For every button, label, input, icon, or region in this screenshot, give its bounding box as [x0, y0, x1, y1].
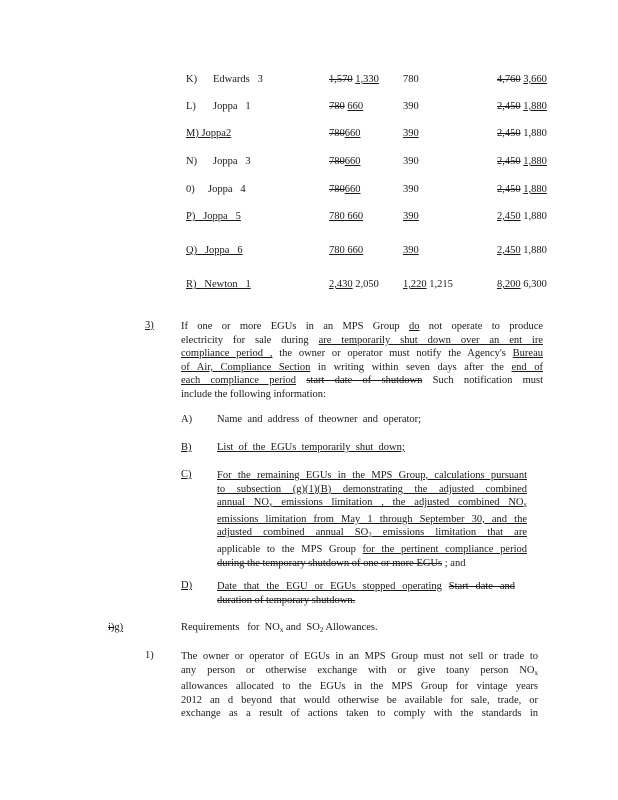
row-label: L): [186, 101, 196, 112]
value-annual: 780660: [329, 156, 361, 167]
value-seasonal: 390: [403, 156, 419, 167]
value-seasonal: 1,220 1,215: [403, 279, 453, 290]
value-seasonal: 390: [403, 211, 419, 222]
value-so2: 8,200 6,300: [497, 279, 547, 290]
value-seasonal: 390: [403, 184, 419, 195]
value-seasonal: 390: [403, 101, 419, 112]
value-annual: 2,430 2,050: [329, 279, 379, 290]
unit-name: Joppa 4: [208, 184, 246, 195]
value-annual: 780 660: [329, 211, 364, 222]
value-annual: 780660: [329, 128, 361, 139]
sub-item-text: List of the EGUs temporarily shut down;: [217, 442, 405, 453]
text-line: allowances allocated to the EGUs in the MPS Group for vintage years: [181, 681, 538, 693]
text-line: Date that the EGU or EGUs stopped operating Start date and: [217, 581, 516, 592]
unit-name: Joppa 3: [213, 156, 251, 167]
text-line: duration of temporary shutdown.: [217, 594, 356, 606]
text-line: emissions limitation from May 1 through September 30, and the: [217, 513, 527, 525]
value-so2: 2,450 1,880: [497, 128, 547, 139]
row-label: N): [186, 156, 198, 167]
value-so2: 2,450 1,880: [497, 184, 547, 195]
text-line: each compliance period start date of shutdown Such notification must: [181, 375, 544, 387]
item-number: 3): [145, 320, 154, 331]
value-so2: 2,450 1,880: [497, 101, 547, 112]
value-annual: 780 660: [329, 245, 364, 256]
section-number: i)g): [108, 622, 124, 633]
value-annual: 780 660: [329, 101, 364, 112]
text-line: any person or otherwise exchange with or give toany person $NO_x$: [181, 664, 538, 677]
row-label: Q) Joppa 6: [186, 245, 243, 256]
value-seasonal: 780: [403, 74, 419, 85]
row-label: R) Newton 1: [186, 279, 251, 290]
value-seasonal: 390: [403, 128, 419, 139]
text-line: applicable to the MPS Group for the pertinent compliance period: [217, 543, 528, 555]
sub-item-label: C): [181, 469, 192, 480]
sub-item-label: D): [181, 580, 193, 591]
unit-name: Joppa 1: [213, 101, 251, 112]
value-so2: 2,450 1,880: [497, 156, 547, 167]
row-label: K): [186, 74, 198, 85]
row-label: M) Joppa2: [186, 128, 232, 139]
item-1-text: [181, 650, 538, 721]
text-line: to subsection (g)(1)(B) demonstrating the adjusted combined: [217, 483, 527, 495]
sub-item-text: [217, 469, 527, 570]
section-heading: Requirements for $NO_x$ and $SO_2$ Allowances.: [181, 622, 378, 634]
text-line: compliance period , the owner or operator must notify the Agency's Bureau: [181, 348, 543, 360]
text-line: of Air, Compliance Section in writing within seven days after the end of: [181, 361, 543, 373]
sub-item-text: [217, 580, 515, 607]
row-label: 0): [186, 184, 195, 195]
sub-item-label: B): [181, 442, 192, 453]
text-line: exchange as a result of actions taken to comply with the standards in: [181, 708, 538, 720]
text-line: during the temporary shutdown of one or more EGUs ; and: [217, 557, 466, 569]
text-line: electricity for sale during are temporarily shut down over an ent ire: [181, 334, 543, 346]
row-label: P) Joppa 5: [186, 211, 241, 222]
text-line: If one or more EGUs in an MPS Group do not operate to produce: [181, 321, 544, 332]
value-annual: 1,570 1,330: [329, 74, 379, 85]
item-3-text: [181, 320, 543, 402]
text-line: The owner or operator of EGUs in an MPS Group must not sell or trade to: [181, 651, 538, 662]
unit-name: Edwards 3: [213, 74, 263, 85]
text-line: For the remaining EGUs in the MPS Group, calculations pursuant: [217, 470, 527, 481]
sub-item-label: A): [181, 414, 193, 425]
sub-item-text: Name and address of theowner and operator;: [217, 414, 422, 425]
value-seasonal: 390: [403, 245, 419, 256]
value-so2: 2,450 1,880: [497, 245, 547, 256]
text-line: annual $NO_x$ emissions limitation , the adjusted combined $NO_x$: [217, 497, 527, 510]
text-line: include the following information:: [181, 388, 326, 400]
value-so2: 2,450 1,880: [497, 211, 547, 222]
value-annual: 780660: [329, 184, 361, 195]
item-number: 1): [145, 650, 154, 661]
text-line: adjusted combined annual $SO_2$ emissions limitation that are: [217, 527, 527, 540]
text-line: 2012 an d beyond that would otherwise be available for sale, trade, or: [181, 694, 538, 706]
value-so2: 4,760 3,660: [497, 74, 547, 85]
